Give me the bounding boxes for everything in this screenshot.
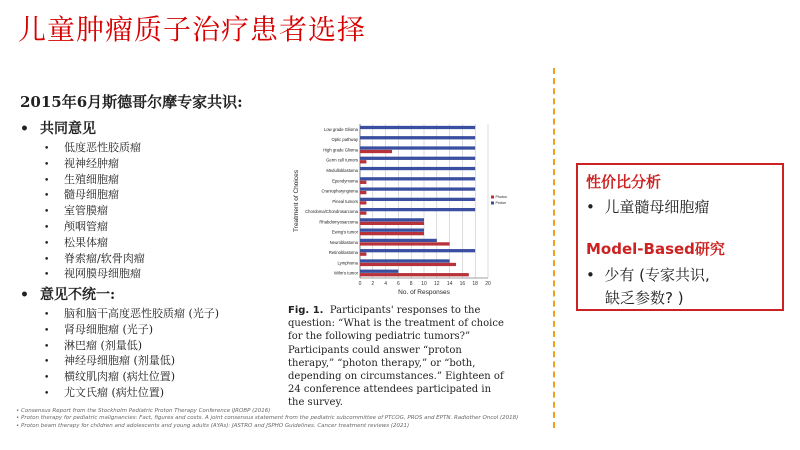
bullet-icon: • <box>44 389 50 399</box>
proton-bar <box>360 177 475 180</box>
category-label: Craniopharyngioma <box>321 188 358 194</box>
category-label: Lymphoma <box>337 260 358 266</box>
bullet-icon: • <box>44 175 50 186</box>
proton-bar <box>360 229 424 232</box>
agree-item: • 低度恶性胶质瘤 <box>44 141 141 154</box>
agree-item: • 颅咽管瘤 <box>44 220 108 233</box>
proton-bar <box>360 136 475 139</box>
treatment-chart <box>288 120 507 296</box>
proton-bar <box>360 259 450 262</box>
category-label: Low grade Glioma <box>324 126 358 132</box>
bullet-icon: • <box>44 223 50 233</box>
agree-item: • 视网膜母细胞瘤 <box>44 267 141 281</box>
category-label: Ewing's tumor <box>331 229 358 235</box>
disagree-item: • 脑和脑干高度恶性胶质瘤 (光子) <box>44 307 220 320</box>
cost-effectiveness-heading: 性价比分析 <box>586 173 662 191</box>
photon-bar <box>360 211 366 214</box>
reference-item: • Proton beam therapy for children and adolescents and young adults (AYAs): JASTRO and JSPHO Guidelines. Cancer treatment reviews (2021) <box>16 422 410 429</box>
x-tick-label: 14 <box>446 281 453 287</box>
x-tick-label: 18 <box>472 281 478 287</box>
category-label: Retinoblastoma <box>328 250 358 256</box>
reference-item: • Proton therapy for pediatric malignancies: Fact, figures and costs. A joint consensus statement from the pediatric subcommittee of PTCOG, PROS and EPTN. Radiother Oncol (2018) <box>16 415 519 422</box>
proton-bar <box>360 249 475 252</box>
proton-bar <box>360 208 475 211</box>
bullet-icon: • <box>44 341 50 352</box>
photon-bar <box>360 263 456 266</box>
agree-item: • 松果体瘤 <box>44 235 108 249</box>
category-label: Optic pathway <box>331 137 358 143</box>
photon-bar <box>360 201 366 204</box>
agree-item: • 髓母细胞瘤 <box>44 188 119 202</box>
x-tick-label: 8 <box>409 281 413 287</box>
bullet-icon: • <box>20 121 29 137</box>
figure-caption <box>288 304 510 410</box>
bullet-icon: • <box>44 254 50 265</box>
page-title: 儿童肿瘤质子治疗患者选择 <box>18 13 367 46</box>
photon-bar <box>360 273 469 276</box>
x-tick-label: 4 <box>384 281 387 287</box>
photon-bar <box>360 160 366 163</box>
agree-item: • 室管膜瘤 <box>44 204 108 218</box>
disagree-item: • 肾母细胞瘤 (光子) <box>44 322 154 336</box>
x-tick-label: 12 <box>434 281 440 287</box>
agree-label: 共同意见 <box>40 121 96 137</box>
caption-text: Participants' responses to the question: “What is the treatment of choice for the following pediatric tumors?” Participants could answer “proton therapy,” “photon therapy,” or “both, depending on circumstances.” Eighteen of 24 conference attendees participated in the survey. <box>288 305 504 409</box>
x-tick-label: 0 <box>358 281 362 287</box>
figure-label: Fig. 1. <box>288 305 324 316</box>
disagree-item: • 横纹肌肉瘤 (病灶位置) <box>44 370 176 384</box>
proton-bar <box>360 167 475 170</box>
legend-label: Proton <box>495 201 507 205</box>
model-based-heading: Model-Based研究 <box>586 240 725 258</box>
reference-item: • Consensus Report from the Stockholm Pediatric Proton Therapy Conference IJROBP (2016) <box>16 408 271 414</box>
y-axis-label: Treatment of Choices <box>293 170 300 232</box>
divider <box>553 68 555 428</box>
photon-bar <box>360 181 366 184</box>
bullet-icon: • <box>44 310 50 320</box>
cost-effectiveness-item: • 儿童髓母细胞瘤 <box>586 198 710 216</box>
disagree-item: • 淋巴瘤 (剂量低) <box>44 338 143 352</box>
bullet-icon: • <box>44 238 50 249</box>
photon-bar <box>360 253 366 256</box>
bullet-icon: • <box>44 373 50 384</box>
category-label: Chordoma/Chondrosarcoma <box>305 209 358 215</box>
photon-bar <box>360 222 424 225</box>
legend-swatch <box>491 202 494 205</box>
proton-bar <box>360 157 475 160</box>
model-based-item-cont: 缺乏参数? ) <box>605 289 684 307</box>
bullet-icon: • <box>20 287 29 303</box>
consensus-heading: 2015年6月斯德哥尔摩专家共识: <box>20 93 243 111</box>
photon-bar <box>360 232 424 235</box>
bullet-icon: • <box>44 270 50 281</box>
x-tick-label: 6 <box>397 281 400 287</box>
x-tick-label: 20 <box>485 281 491 287</box>
agree-item: • 脊索瘤/软骨肉瘤 <box>44 251 145 265</box>
proton-bar <box>360 239 437 242</box>
x-tick-label: 16 <box>459 281 466 287</box>
bullet-icon: • <box>44 325 50 336</box>
proton-bar <box>360 187 475 190</box>
category-label: Wilm's tumor <box>333 270 358 276</box>
agree-section <box>20 118 96 138</box>
x-tick-label: 2 <box>371 281 375 287</box>
proton-bar <box>360 126 475 129</box>
category-label: High grade Glioma <box>323 147 358 153</box>
category-label: Neuroblastoma <box>329 239 358 245</box>
proton-bar <box>360 218 424 221</box>
category-label: Medulloblastoma <box>326 168 358 173</box>
agree-item: • 视神经肿瘤 <box>44 156 119 170</box>
disagree-section <box>20 284 115 304</box>
category-label: Pineal tumors <box>332 198 358 204</box>
bullet-icon: • <box>44 144 50 154</box>
disagree-label: 意见不统一: <box>40 287 116 303</box>
disagree-item: • 尤文氏瘤 (病灶位置) <box>44 386 165 399</box>
photon-bar <box>360 191 366 194</box>
bullet-icon: • <box>44 207 50 218</box>
disagree-item: • 神经母细胞瘤 (剂量低) <box>44 354 176 368</box>
proton-bar <box>360 146 475 149</box>
category-label: Rhabdomyosarcoma <box>319 219 358 225</box>
category-label: Ependymoma <box>332 178 358 184</box>
proton-bar <box>360 198 475 201</box>
model-based-item: • 少有 (专家共识, <box>586 266 710 284</box>
analysis-box <box>576 163 784 311</box>
photon-bar <box>360 242 450 245</box>
agree-item: • 生殖细胞瘤 <box>44 172 119 186</box>
x-axis-label: No. of Responses <box>398 289 450 296</box>
legend-swatch <box>491 196 494 199</box>
x-tick-label: 10 <box>421 281 427 287</box>
references <box>16 408 556 430</box>
bullet-icon: • <box>44 191 50 202</box>
photon-bar <box>360 150 392 153</box>
proton-bar <box>360 270 398 273</box>
bullet-icon: • <box>44 159 50 170</box>
legend-label: Photon <box>495 195 507 199</box>
category-label: Germ cell tumors <box>326 157 358 163</box>
bullet-icon: • <box>44 357 50 368</box>
